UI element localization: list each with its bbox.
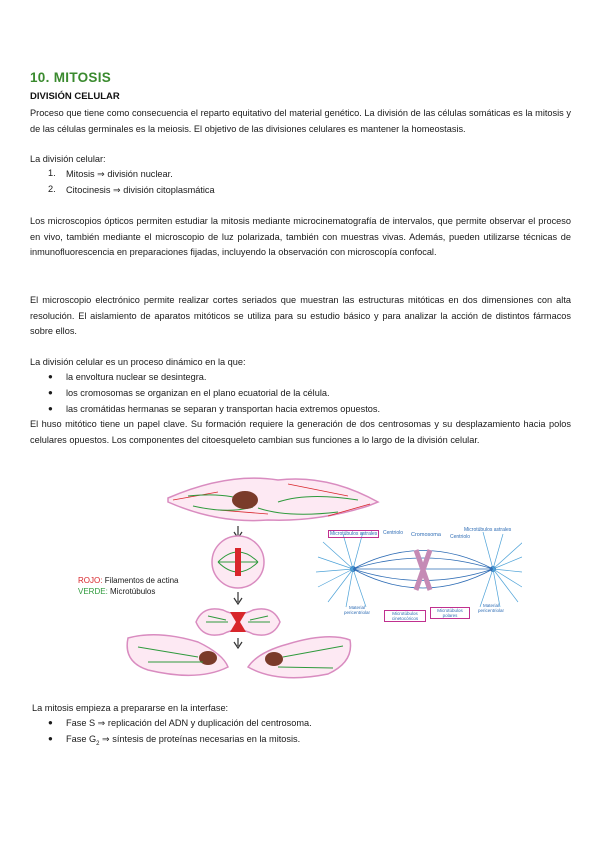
legend-red-key: ROJO: [78,576,103,585]
daughter-cells [127,635,350,678]
spindle-paragraph: El huso mitótico tiene un papel clave. Su formación requiere la generación de dos centrosomas y su desplazamiento hacia polos celulares opuestos. Los componentes del citoesqueleto cambian sus funciones a lo largo de la división celular. [30,419,571,445]
spindle-diagram [316,532,522,607]
dynamic-label: La división celular es un proceso dinámico en la que: [30,357,246,367]
interphase-item-prefix: Fase S ⇒ [66,718,106,728]
division-item: Mitosis ⇒ división nuclear. [66,169,173,179]
electron-microscope-paragraph: El microscopio electrónico permite realizar cortes seriados que muestran las estructuras mitóticas en dos dimensiones con alta resolución. El aislamiento de aparatos mitóticos se utiliza para su estudio básico y para analizar la acción de distintos fármacos sobre ellos. [30,295,571,337]
bullet-icon: ● [48,404,53,413]
dynamic-item: las cromátidas hermanas se separan y transportan hacia extremos opuestos. [66,404,381,414]
label-material-right: Material pericentriolar [477,603,504,613]
interphase-item-text: replicación del ADN y duplicación del centrosoma. [107,718,312,728]
interphase-cell [168,478,378,520]
legend-red [78,576,179,585]
label-material-left: Material pericentriolar [343,605,370,615]
interphase-item-subscript: 2 [96,740,100,747]
interphase-item-prefix: Fase G [66,734,97,744]
bullet-icon: ● [48,734,53,743]
label-astral-right: Microtúbulos astrales [464,527,512,533]
division-item: Citocinesis ⇒ división citoplasmática [66,185,215,195]
interphase-label: La mitosis empieza a prepararse en la interfase: [32,703,229,713]
division-label: La división celular: [30,154,106,164]
label-cromosoma: Cromosoma [411,532,441,538]
label-cinetocoricos: Microtúbulos cinetocóricos [384,610,426,622]
section-subtitle: DIVISIÓN CELULAR [30,91,120,102]
division-item-num: 2. [48,184,56,194]
legend-green-key: VERDE: [78,587,108,596]
mitosis-figure [78,462,522,692]
intro-paragraph: Proceso que tiene como consecuencia el reparto equitativo del material genético. La división de las células somáticas es la mitosis y de las células germinales es la meiosis. El objetivo de las divisiones celulares es mantener la homeostasis. [30,108,571,134]
section-title: 10. MITOSIS [30,70,112,85]
interphase-item [66,716,312,730]
metaphase-cell [212,536,264,588]
label-centriolo-right: Centriolo [450,534,471,540]
optical-microscope-paragraph: Los microscopios ópticos permiten estudiar la mitosis mediante microcinematografía de intervalos, que permite observar el proceso en vivo, también mediante el microscopio de luz polarizada, también con muestras vivas. Además, pueden utilizarse técnicas de inmunofluorescencia en preparaciones fijadas, incluyendo la observación con microscopía confocal. [30,216,571,258]
division-item-num: 1. [48,168,56,178]
bullet-icon: ● [48,718,53,727]
bullet-icon: ● [48,372,53,381]
label-astral-left: Microtúbulos astrales [330,531,378,537]
legend-green [78,587,155,596]
cytokinesis-cell [196,609,280,635]
interphase-item [66,732,300,751]
legend-green-text: Microtúbulos [110,587,156,596]
label-polares: Microtúbulos polares [430,607,470,619]
dynamic-item: los cromosomas se organizan en el plano ecuatorial de la célula. [66,388,330,398]
legend-red-text: Filamentos de actina [104,576,179,585]
label-centriolo-left: Centriolo [383,530,404,536]
dynamic-item: la envoltura nuclear se desintegra. [66,372,207,382]
bullet-icon: ● [48,388,53,397]
interphase-item-text: ⇒ síntesis de proteínas necesarias en la mitosis. [99,734,301,744]
